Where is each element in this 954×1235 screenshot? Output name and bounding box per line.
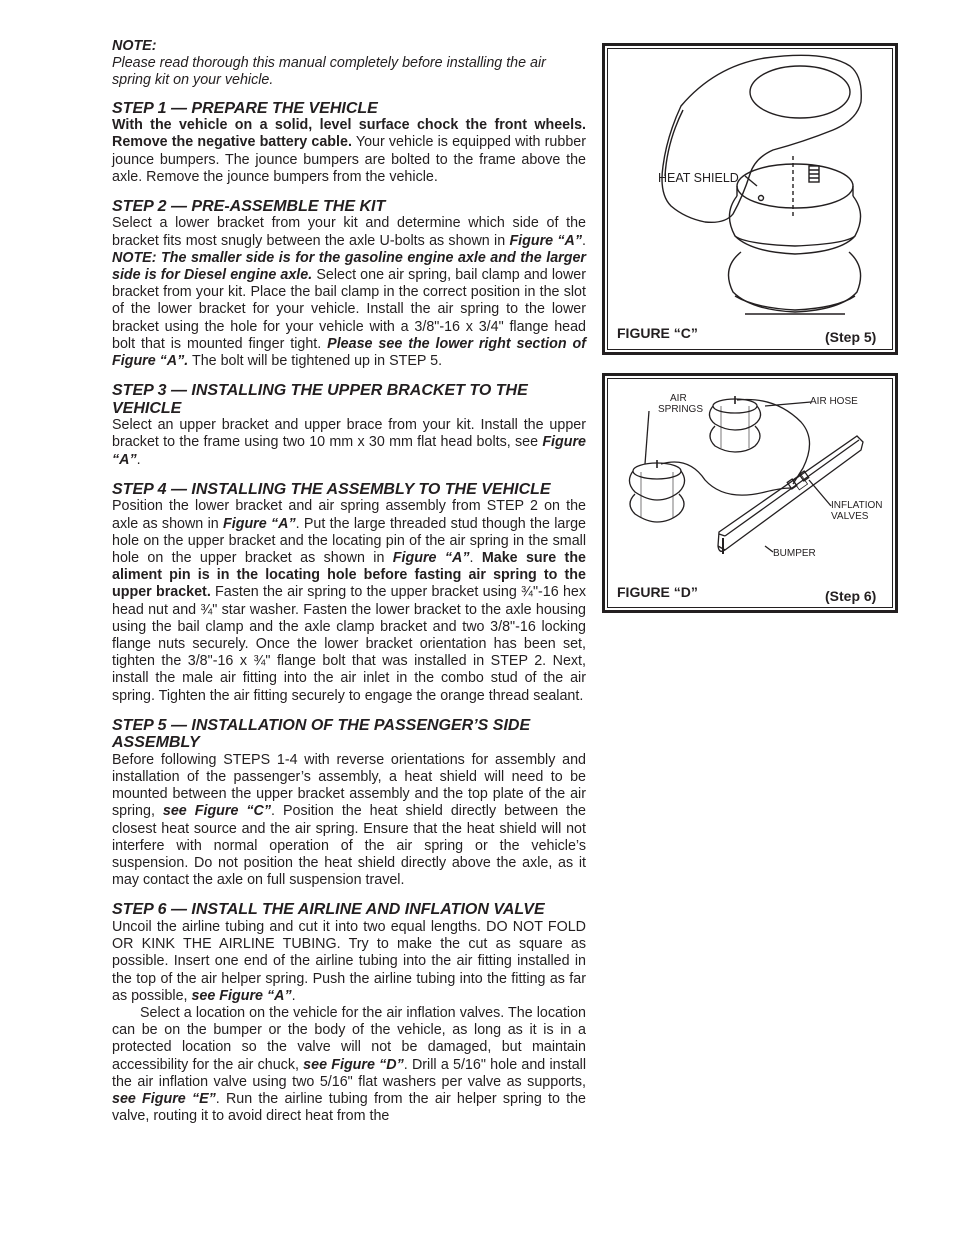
step-5 bbox=[112, 717, 586, 890]
figure-d-caption: FIGURE “D” bbox=[617, 584, 698, 600]
step-1-text: With the vehicle on a solid, level surface chock the front wheels. Remove the negative battery cable. Your vehicle is equipped with rubber jounce bumpers. The jounce bumpers are bolted to the frame above the axle. Remove the jounce bumpers from the vehicle. bbox=[112, 117, 586, 185]
step-6 bbox=[112, 901, 586, 1125]
figure-c bbox=[602, 43, 898, 355]
step-1 bbox=[112, 100, 586, 186]
air-hose-label: AIR HOSE bbox=[810, 396, 858, 407]
figure-c-illustration bbox=[605, 46, 895, 352]
air-spring-1 bbox=[709, 396, 760, 452]
inflation-valves-label-2: VALVES bbox=[831, 511, 869, 522]
step-6-text-2: Select a location on the vehicle for the air inflation valves. The location can be on the bumper or the body of the vehicle, as long as it is in a protected location so the valve will not be damaged, but maintain accessibility for the air chuck, see Figure “D”. Drill a 5/16" hole and install the air inflation valve using two 5/16" flat washers per valve as supports, see Figure “E”. Run the airline tubing from the air helper spring to the valve, routing it to avoid direct heat from the bbox=[112, 1004, 586, 1125]
step-3-heading: STEP 3 — INSTALLING THE UPPER BRACKET TO THE VEHICLE bbox=[112, 382, 528, 417]
step-4-heading: STEP 4 — INSTALLING THE ASSEMBLY TO THE VEHICLE bbox=[112, 480, 551, 498]
step-3-text: Select an upper bracket and upper brace from your kit. Install the upper bracket to the frame using two 10 mm x 30 mm flat head bolts, see Figure “A”. bbox=[112, 417, 586, 468]
step-2 bbox=[112, 198, 586, 370]
step-3 bbox=[112, 382, 586, 469]
instructions-column bbox=[112, 38, 586, 1137]
step-6-text-1: Uncoil the airline tubing and cut it into two equal lengths. DO NOT FOLD OR KINK THE AIRLINE TUBING. Try to make the cut as square as possible. Insert one end of the airline tubing into the air fitting installed in the top of the air helper spring. Push the airline tubing into the fitting as far as possible, see Figure “A”. bbox=[112, 918, 586, 1004]
step-4 bbox=[112, 481, 586, 705]
figure-d-step: (Step 6) bbox=[825, 588, 877, 604]
note-text: Please read thorough this manual completely before installing the air spring kit on your vehicle. bbox=[112, 55, 546, 89]
bumper-label: BUMPER bbox=[773, 548, 816, 559]
figure-c-caption: FIGURE “C” bbox=[617, 325, 698, 341]
figure-c-step: (Step 5) bbox=[825, 329, 877, 345]
figure-d bbox=[602, 373, 898, 613]
heat-shield-hole bbox=[750, 66, 850, 118]
heat-shield-label: HEAT SHIELD bbox=[658, 171, 739, 185]
air-spring-2 bbox=[629, 460, 684, 522]
step-4-text: Position the lower bracket and air spring assembly from STEP 2 on the axle as shown in Figure “A”. Put the large threaded stud though the large hole on the upper bracket and the locating pin of the air spring in the small hole on the upper bracket as shown in Figure “A”. Make sure the aliment pin is in the locating hole before fasting air spring to the upper bracket. Fasten the air spring to the upper bracket using ¾"-16 hex head nut and ¾" star washer. Fasten the lower bracket to the axle housing using the bail clamp and the axle clamp bracket and two 3/8"-16 locking flange nuts securely. Once the lower bracket orientation has been set, tighten the 3/8"-16 x ¾" flange bolt that was installed in STEP 2. Next, install the male air fitting into the air inlet in the combo stud of the air spring. Tighten the air fitting securely to engage the orange thread sealant. bbox=[112, 498, 587, 704]
air-springs-label-2: SPRINGS bbox=[658, 404, 704, 415]
figure-d-illustration bbox=[605, 376, 895, 610]
air-springs-label-1: AIR bbox=[670, 393, 687, 404]
inflation-valves-label-1: INFLATION bbox=[831, 500, 883, 511]
note-heading: NOTE: bbox=[112, 38, 157, 54]
step-5-heading: STEP 5 — INSTALLATION OF THE PASSENGER’S SIDE ASSEMBLY bbox=[112, 716, 531, 752]
step-5-text: Before following STEPS 1-4 with reverse orientations for assembly and installation of the passenger’s assembly, a heat shield will need to be mounted between the upper bracket assembly and the top plate of the air spring, see Figure “C”. Position the heat shield directly between the closest heat source and the air spring. Ensure that the heat shield will not interfere with normal operation of the air spring or the vehicle’s suspension. Do not position the heat shield directly above the axle, as it may contact the axle on full suspension travel. bbox=[112, 751, 586, 889]
step-2-text: Select a lower bracket from your kit and determine which side of the bracket fits most snugly between the axle U-bolts as shown in Figure “A”. NOTE: The smaller side is for the gasoline engine axle and the larger side is for Diesel engine axle. Select one air spring, bail clamp and lower bracket from your kit. Place the bail clamp in the correct position in the slot of the lower bracket for your vehicle. Install the air spring to the lower bracket using the hole for your vehicle with a 3/8"-16 x 3/4" flange head bolt that is mounted finger tight. Please see the lower right section of Figure “A”. The bolt will be tightened up in STEP 5. bbox=[112, 215, 587, 370]
step-6-heading: STEP 6 — INSTALL THE AIRLINE AND INFLATION VALVE bbox=[112, 901, 545, 919]
heat-shield-shape bbox=[662, 55, 861, 222]
step-1-heading: STEP 1 — PREPARE THE VEHICLE bbox=[112, 99, 378, 117]
step-2-heading: STEP 2 — PRE-ASSEMBLE THE KIT bbox=[112, 197, 386, 215]
